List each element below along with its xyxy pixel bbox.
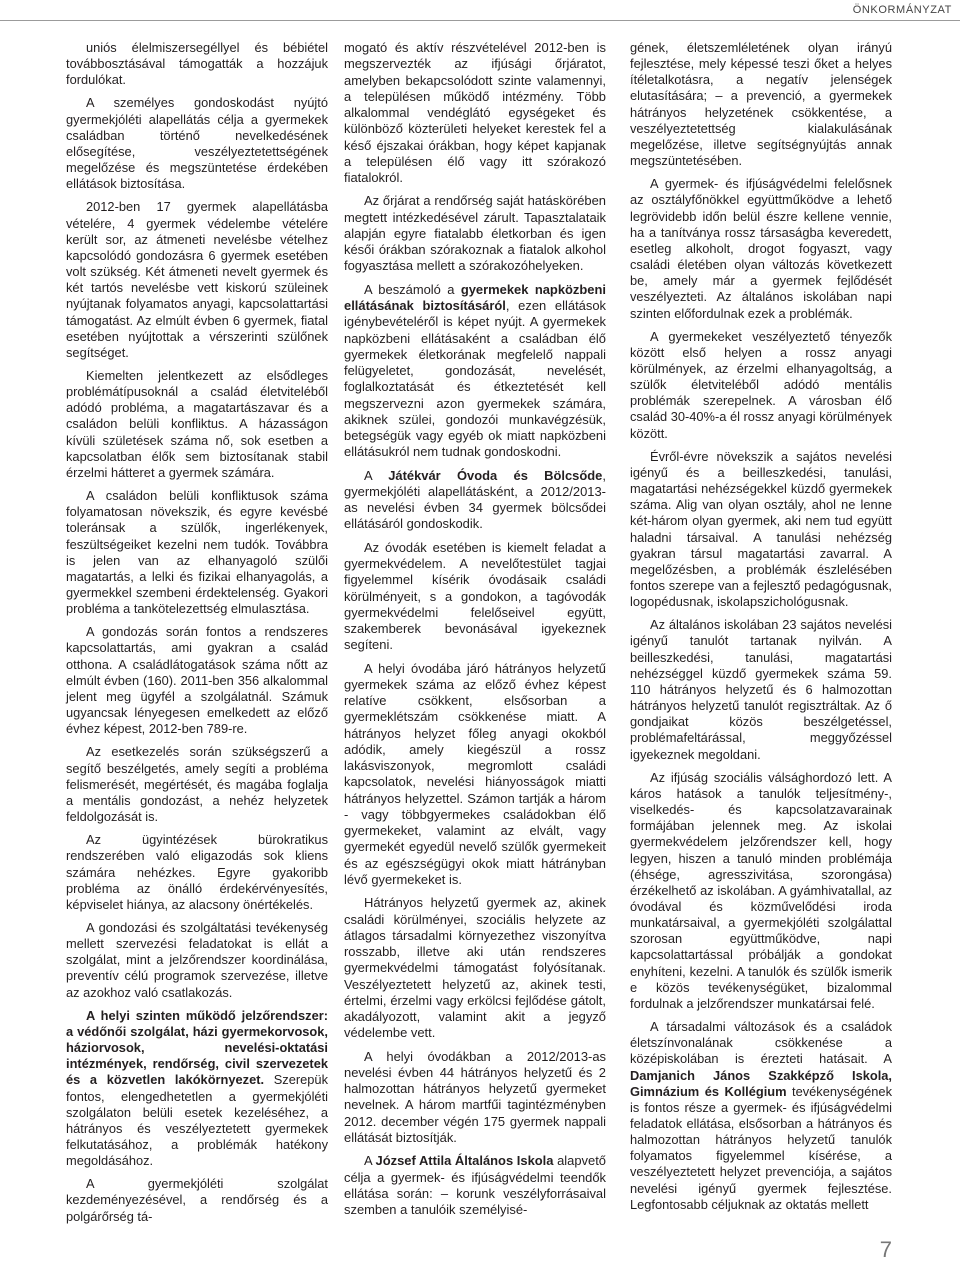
bold-text: Damjanich János Szakképző Iskola, Gimnázium és Kollégium [630,1067,892,1099]
paragraph: A helyi óvodákban a 2012/2013-as nevelési évben 44 hátrányos helyzetű és 2 halmozottan hátrányos helyzetű gyermeket nevelnek. A három martfűi tagintézményben 2012. december végén 175 gyermek nappali ellátását biztosítják. [344,1048,606,1145]
paragraph: A helyi óvodába járó hátrányos helyzetű gyermekek száma az előző évhez képest relatíve csökkent, elsősorban a gyermeklétszám csökkenése miatt. A hátrányos helyzet főleg anyagi okokból adódik, amely kiegészül a rossz lakásviszonyok, megromlott családi kapcsolatok, nevelési hiányosságok miatti hátrányos helyzettel. Számon tartják a három - vagy többgyermekes családokban élő gyermekeket, valamint az elvált, vagy gyermekét egyedül nevelő szülők gyermekeit és az egészségügyi okok miatt hátrányban lévő gyermekeket is. [344,660,606,888]
paragraph: A személyes gondoskodást nyújtó gyermekjóléti alapellátás célja a gyermekek családban történő nevelkedésének elősegítése, veszélyeztetettségének megelőzése és megszüntetése érdekében ellátások biztosítása. [66,95,328,192]
text-span: A [364,467,389,483]
paragraph: 2012-ben 17 gyermek alapellátásba vételére, 4 gyermek védelembe vételére került sor, az átmeneti nevelésbe vételhez kapcsolódó gondozásra 6 gyermek esetében volt szükség. Két átmeneti nevelt gyermek és két tartós nevelésbe vett kiskorú szüleinek nyújtanak folyamatos anyagi, kapcsolattartási támogatást. Az elmúlt évben 6 gyermek, fiatal esetében nyújtottak a vérszerinti szülőnek segítséget. [66,199,328,360]
text-span: alapvető célja a gyermek- és ifjúságvédelmi teendők ellátása során: – korunk veszélyforrásaival szemben a tanulóik személyisé- [344,1153,606,1218]
paragraph [344,282,606,461]
bold-text: A helyi szinten működő jelzőrendszer: a védőnői szolgálat, házi gyermekorvosok, háziorvosok, nevelési-oktatási intézmények, rendőrség, civil szervezetek és a közvetlen lakókörnyezet. [66,1007,328,1088]
paragraph: Az általános iskolában 23 sajátos nevelési igényű tanulót tartanak nyilván. A beilleszkedési, tanulási, magatartási nehézséggel küzdő gyermekek száma 59. 110 hátrányos helyzetű és 6 halmozottan hátrányos helyzetű tanulót regisztráltak. Az ő gondjaikat közös beszélgetéssel, problémafeltárással, meggyőzéssel igyekeznek megoldani. [630,617,892,762]
paragraph [344,1153,606,1218]
text-span: Szerepük fontos, elengedhetetlen a gyermekjóléti szolgálaton belüli esetek kezeléséhez, a hátrányos és veszélyeztetett gyermekek felkutatásához, a problémák hatékony megoldásához. [66,1072,328,1169]
paragraph: A gyermekjóléti szolgálat kezdeményezésével, a rendőrség és a polgárőrség tá- [66,1176,328,1224]
paragraph: Az őrjárat a rendőrség saját hatáskörében megtett intézkedésével zárult. Tapasztalataik alapján egyre fiatalabb életkorban és igen késői órákban szórakoznak a fiatalok alkohol fogyasztása mellett a szórakozóhelyeken. [344,193,606,274]
paragraph [344,468,606,533]
text-column-2 [344,40,606,1225]
paragraph: A gyermekeket veszélyeztető tényezők között első helyen a rossz anyagi körülmények, az érzelmi elhanyagoltság, a szülők életviteléből adódó mentális problémák szerepelnek. A városban élő család 30-40%-a él rossz anyagi körülmények között. [630,328,892,441]
bold-text: Játékvár Óvoda és Bölcsőde [388,467,603,483]
paragraph: A gyermek- és ifjúságvédelmi felelősnek az osztályfőnökkel együttműködve a lehető legrövidebb időn belül észre kellene vennie, ha a tanítványa rossz társaságba keveredett, esetleg alkoholt, drogot fogyaszt, vagy családi életében olyan változás következett be, amely már a gyermek fejlődését veszélyezteti. Az általános iskolában napi szinten előfordulnak ezek a problémák. [630,176,892,321]
text-column-1 [66,40,328,1232]
bold-text: gyermekek napközbeni ellátásának biztosításáról [344,281,606,313]
paragraph: Az esetkezelés során szükségszerű a segítő beszélgetés, amely segíti a probléma felismerését, megértését, és magába foglalja a mentális gondozást, a nehéz helyzetek feldolgozását is. [66,744,328,825]
paragraph: Kiemelten jelentkezett az elsődleges problémátípusoknál a család életviteléből adódó probléma, a magatartászavar és a családon belüli konfliktus. A házasságon kívüli születések száma nő, sok esetben a kapcsolatban élők sem biztosítanak stabil érzelmi hátteret a gyermek számára. [66,367,328,480]
text-span: A beszámoló a [364,281,461,297]
text-span: , gyermekjóléti alapellátásként, a 2012/2013-as nevelési évben 34 gyermek bölcsődei ellátásáról gondoskodik. [344,467,606,532]
paragraph [630,1019,892,1213]
text-span: A társadalmi változások és a családok életszínvonalának csökkenése a középiskolában is érezteti hatásait. A [630,1019,892,1067]
header-rule [0,20,960,21]
text-span: , ezen ellátások igénybevételéről is képet nyújt. A gyermekek napközbeni ellátásaként a családban élő gyermekek életkorának megfelelő nappali felügyeletet, gondozását, nevelését, foglalkoztatását és étkeztetését kell megszervezni azon gyermekek számára, akiknek szülei, gondozói munkavégzésük, betegségük vagy egyéb ok miatt napközbeni ellátásukról nem tudnak gondoskodni. [344,297,606,460]
text-span: tevékenységének is fontos része a gyermek- és ifjúságvédelmi feladatok ellátása, elsősorban a hátrányos és halmozottan hátrányos helyzetű tanulók folyamatos figyelemmel kísérése, a veszélyeztetett helyzet prevenciója, a sajátos nevelési igényű gyermek fejlesztése. Legfontosabb céljuknak az oktatás mellett [630,1083,892,1212]
paragraph: gének, életszemléletének olyan irányú fejlesztése, mely képessé teszi őket a helyes ítéletalkotásra, a negatív jelenségek elutasítására; – a prevenció, a gyermekek hátrányos helyzetének csökkentése, a veszélyeztetettség kialakulásának megelőzése, illetve segítségnyújtás annak megszüntetésében. [630,40,892,169]
paragraph: Az ifjúság szociális válsághordozó lett. A káros hatások a tanulók teljesítmény-, viselkedés- és kapcsolatzavarainak formájában jelennek meg. Az iskolai gyermekvédelem jelzőrendszer kell, hogy legyen, hiszen a tanuló minden problémája (éhsége, agresszivitása, szorongása) érzékelhető az iskolában. A gyámhivatallal, az óvodával és közművelődési iroda munkatársaival, a gyermekjóléti szolgálattal szorosan együttműködve, napi kapcsolattartással próbálják a gondokat enyhíteni, kezelni. A tanulók és szülők ismerik e közös tevékenységüket, bizalommal fordulnak a jelzőrendszer munkatársai felé. [630,769,892,1011]
paragraph: Évről-évre növekszik a sajátos nevelési igényű és a beilleszkedési, tanulási, magatartási nehézségekkel küzdő gyermekek száma. Alig van olyan osztály, ahol ne lenne két-három olyan gyermek, aki nem tud együtt haladni társaival. A tanulási nehézség gyakran társul magatartási zavarral. A megelőzésben, a problémák észlelésében fontos szerepe van a fejlesztő pedagógusnak, logopédusnak, iskolapszichológusnak. [630,448,892,610]
paragraph: uniós élelmiszersegéllyel és bébiétel továbbosztásával támogatták a hozzájuk fordulókat. [66,40,328,88]
paragraph: A gondozás során fontos a rendszeres kapcsolattartás, ami gyakran a család otthona. A családlátogatások száma nőtt az elmúlt évben (160). 2011-ben 356 alkalommal jelent meg ügyfél a szolgálatnál. Számuk ugyancsak lényegesen emelkedett az előző évhez képest, 2012-ben 789-re. [66,624,328,737]
section-header: ÖNKORMÁNYZAT [847,4,952,16]
bold-text: József Attila Általános Iskola [375,1153,554,1169]
paragraph: mogató és aktív részvételével 2012-ben is megszervezték az ifjúsági őrjáratot, amelyben bekapcsolódott szinte valamennyi, a településen működő intézmény. Több alkalommal vendéglátó egységeket és különböző közterületi helyeket kerestek fel a késő éjszakai órákban, hogy képet kapjanak a településen élő vagy itt szórakozó fiatalokról. [344,40,606,186]
paragraph: Az ügyintézések bürokratikus rendszerében való eligazodás sok kliens számára nehézkes. Egyre gyakoribb probléma az önálló érdekérvényesítés, képviselet hiánya, az alacsony önértékelés. [66,832,328,912]
paragraph: A családon belüli konfliktusok száma folyamatosan növekszik, és egyre kevésbé toleránsak a szülők, ingerlékenyek, feszültségeiket kezelni nem tudók. Továbbra is jelen van az elhanyagoló szülői magatartás, a lelki és fizikai elhanyagolás, a gyermekkel szembeni érdektelenség. Gyakori probléma a tankötelezettség elmulasztása. [66,488,328,617]
paragraph: Az óvodák esetében is kiemelt feladat a gyermekvédelem. A nevelőtestület tagjai figyelemmel kísérik óvodásaik családi körülményeit, s a gondokon, a tagóvodák gyermekvédelmi felelőseivel együtt, szakemberek bevonásával igyekeznek segíteni. [344,539,606,653]
paragraph [66,1008,328,1170]
text-span: A [364,1153,376,1169]
paragraph: A gondozási és szolgáltatási tevékenység mellett szervezési feladatokat is ellát a szolgálat, mint a jelzőrendszer koordinálása, preventív célú programok szervezése, illetve az azokhoz való csatlakozás. [66,919,328,1000]
paragraph: Hátrányos helyzetű gyermek az, akinek családi körülményei, szociális helyzete az átlagos társadalmi környezethez viszonyítva rosszabb, illetve aki után rendszeres gyermekvédelmi támogatást folyósítanak. Veszélyeztetett helyzetű az, akinek testi, értelmi, érzelmi vagy erkölcsi fejlődése gátolt, akadályozott, valamint akit a jegyző védelembe vett. [344,895,606,1041]
page-number: 7 [879,1237,892,1262]
text-column-3 [630,40,892,1220]
